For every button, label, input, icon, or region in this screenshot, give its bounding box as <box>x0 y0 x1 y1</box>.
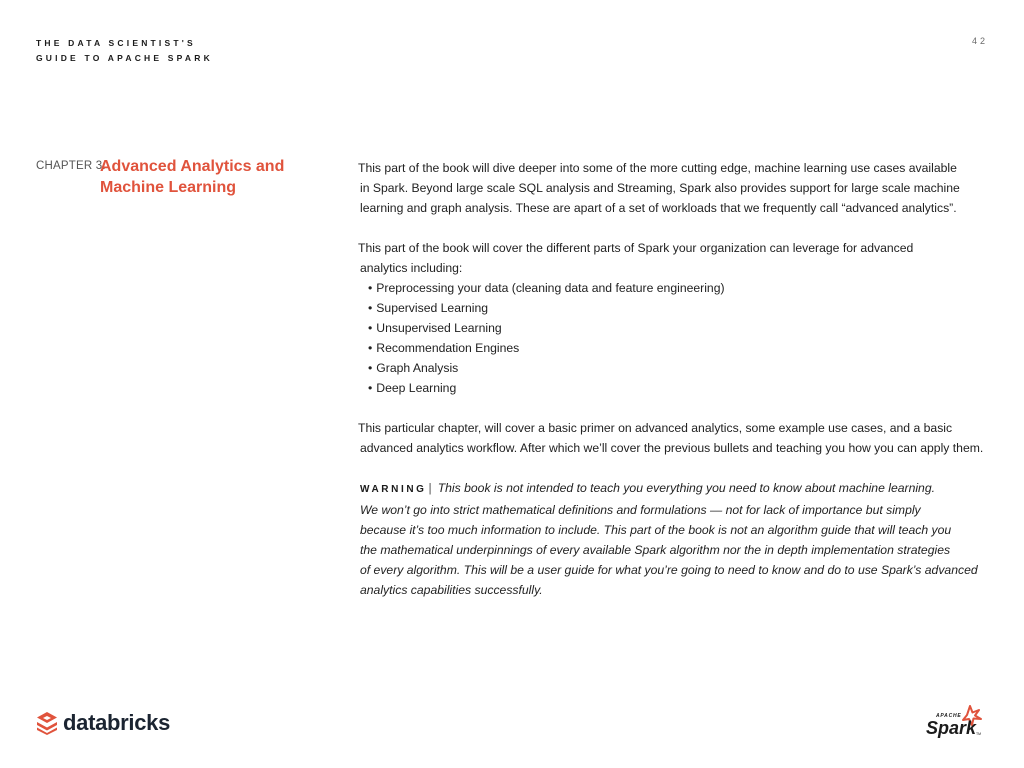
chapter-title-line-2: Machine Learning <box>100 179 237 196</box>
topic-list <box>358 278 998 398</box>
book-title <box>36 36 213 66</box>
list-item <box>368 298 998 318</box>
warning-text: This book is not intended to teach you everything you need to know about machine learning. <box>437 481 936 495</box>
book-title-line-2: GUIDE TO APACHE SPARK <box>36 53 213 63</box>
list-item-text: Supervised Learning <box>376 301 489 315</box>
bullet-dot: • <box>368 281 373 295</box>
warning-block <box>358 478 998 600</box>
warning-separator: | <box>428 481 432 495</box>
spark-tm: TM <box>976 732 982 736</box>
list-item-text: Unsupervised Learning <box>376 321 502 335</box>
intro-line: This part of the book will dive deeper into some of the more cutting edge, machine learning use cases available <box>358 161 957 175</box>
cover-line: analytics including: <box>360 261 463 275</box>
bullet-dot: • <box>368 381 373 395</box>
intro-line: in Spark. Beyond large scale SQL analysis and Streaming, Spark also provides support for large scale machine <box>360 181 960 195</box>
list-item-text: Preprocessing your data (cleaning data and feature engineering) <box>376 281 725 295</box>
page-number: 42 <box>971 36 988 46</box>
warning-line: We won’t go into strict mathematical definitions and formulations — not for lack of importance but simply <box>360 503 921 517</box>
warning-line: because it’s too much information to include. This part of the book is not an algorithm guide that will teach you <box>360 523 952 537</box>
apache-spark-logo <box>926 704 988 740</box>
warning-line: of every algorithm. This will be a user guide for what you’re going to need to know and do to use Spark’s advanced <box>360 563 978 577</box>
chapter-title-line-1: Advanced Analytics and <box>100 158 285 175</box>
chapter-title <box>100 156 300 198</box>
primer-line: advanced analytics workflow. After which we’ll cover the previous bullets and teaching you how you can apply them. <box>360 441 984 455</box>
list-item-text: Deep Learning <box>376 381 457 395</box>
primer-line: This particular chapter, will cover a basic primer on advanced analytics, some example use cases, and a basic <box>358 421 953 435</box>
list-item <box>368 318 998 338</box>
list-item-text: Recommendation Engines <box>376 341 520 355</box>
spark-word: Spark <box>926 718 977 738</box>
chapter-label: CHAPTER 3: <box>36 160 106 172</box>
warning-label: WARNING <box>360 484 427 495</box>
warning-line: analytics capabilities successfully. <box>360 583 543 597</box>
list-item <box>368 338 998 358</box>
book-title-line-1: THE DATA SCIENTIST'S <box>36 38 196 48</box>
list-item <box>368 278 998 298</box>
list-item <box>368 358 998 378</box>
cover-line: This part of the book will cover the different parts of Spark your organization can leverage for advanced <box>358 241 914 255</box>
warning-line: the mathematical underpinnings of every available Spark algorithm nor the in depth implementation strategies <box>360 543 951 557</box>
bullet-dot: • <box>368 301 373 315</box>
body-text <box>358 158 998 600</box>
warning-first-line <box>358 478 998 500</box>
databricks-stack-icon <box>36 711 58 735</box>
bullet-dot: • <box>368 321 373 335</box>
list-item <box>368 378 998 398</box>
intro-line: learning and graph analysis. These are apart of a set of workloads that we frequently call “advanced analytics”. <box>360 201 957 215</box>
databricks-logo <box>36 708 170 738</box>
databricks-wordmark: databricks <box>63 710 171 735</box>
bullet-dot: • <box>368 361 373 375</box>
list-item-text: Graph Analysis <box>376 361 459 375</box>
bullet-dot: • <box>368 341 373 355</box>
spark-apache-text: APACHE <box>936 713 962 719</box>
